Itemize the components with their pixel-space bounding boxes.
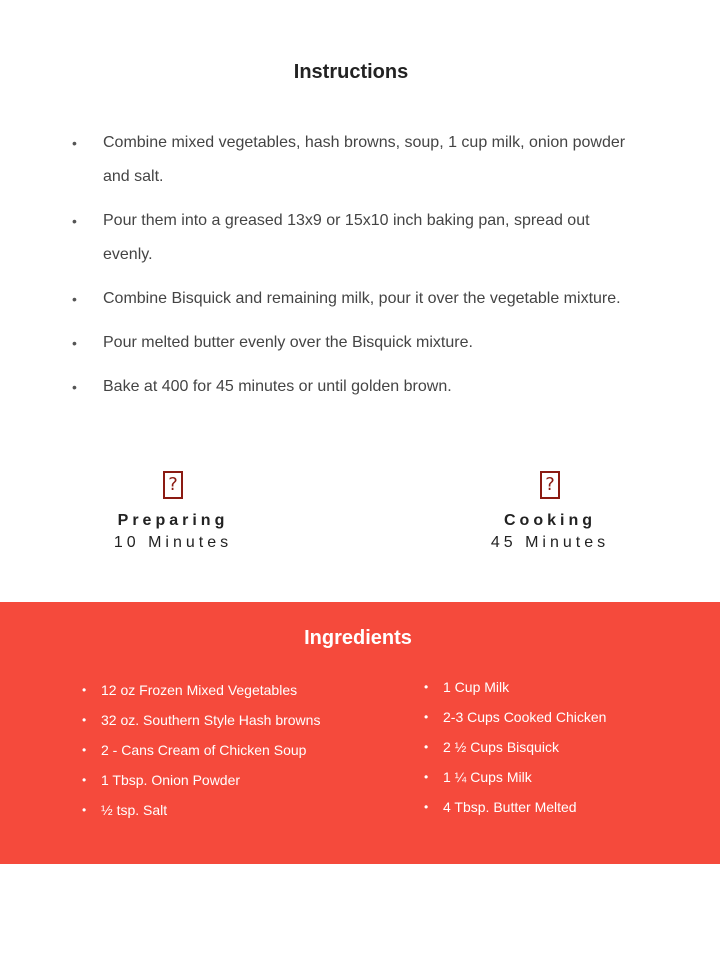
ingredient-item: [424, 792, 606, 822]
bullet-icon: •: [424, 740, 429, 754]
ingredient-text: ½ tsp. Salt: [101, 802, 168, 818]
bullet-icon: •: [424, 800, 429, 814]
ingredient-text: 2 - Cans Cream of Chicken Soup: [101, 742, 307, 758]
ingredient-item: [82, 735, 320, 765]
ingredient-item: [82, 795, 320, 825]
instruction-step: [72, 282, 632, 316]
bullet-icon: •: [82, 773, 87, 787]
missing-image-icon: ?: [540, 471, 560, 499]
bullet-icon: •: [72, 213, 77, 229]
ingredients-list-right: [424, 672, 606, 822]
instruction-step: [72, 204, 632, 272]
bullet-icon: •: [82, 743, 87, 757]
ingredients-title: Ingredients: [304, 627, 412, 649]
instruction-step: [72, 370, 632, 404]
ingredient-item: [424, 732, 606, 762]
ingredient-text: 2-3 Cups Cooked Chicken: [443, 709, 607, 725]
bullet-icon: •: [72, 335, 77, 351]
bullet-icon: •: [424, 680, 429, 694]
bullet-icon: •: [82, 803, 87, 817]
preparing-time: [83, 471, 263, 552]
instruction-text: Bake at 400 for 45 minutes or until golden brown.: [103, 378, 452, 395]
ingredient-item: [82, 705, 320, 735]
ingredient-text: 32 oz. Southern Style Hash browns: [101, 712, 321, 728]
ingredients-list-left: [82, 675, 320, 825]
cooking-time: [460, 471, 640, 552]
ingredient-item: [82, 675, 320, 705]
bullet-icon: •: [72, 291, 77, 307]
ingredient-text: 2 ½ Cups Bisquick: [443, 739, 559, 755]
bullet-icon: •: [82, 683, 87, 697]
ingredient-item: [424, 762, 606, 792]
preparing-label: Preparing: [117, 512, 229, 529]
bullet-icon: •: [424, 710, 429, 724]
bullet-icon: •: [72, 135, 77, 151]
ingredient-text: 4 Tbsp. Butter Melted: [443, 799, 577, 815]
ingredient-item: [82, 765, 320, 795]
missing-image-icon: ?: [163, 471, 183, 499]
ingredients-panel: [0, 602, 720, 864]
ingredient-item: [424, 702, 606, 732]
ingredient-text: 1 ¼ Cups Milk: [443, 769, 532, 785]
instruction-text: Pour melted butter evenly over the Bisquick mixture.: [103, 334, 473, 351]
bullet-icon: •: [424, 770, 429, 784]
instructions-title: Instructions: [293, 61, 409, 83]
cooking-label: Cooking: [504, 512, 596, 529]
ingredient-item: [424, 672, 606, 702]
ingredient-text: 12 oz Frozen Mixed Vegetables: [101, 682, 298, 698]
instruction-text: Combine mixed vegetables, hash browns, soup, 1 cup milk, onion powder and salt.: [103, 134, 626, 185]
instructions-list: [72, 126, 632, 414]
instruction-text: Pour them into a greased 13x9 or 15x10 inch baking pan, spread out evenly.: [103, 212, 590, 263]
ingredient-text: 1 Tbsp. Onion Powder: [101, 772, 241, 788]
ingredient-text: 1 Cup Milk: [443, 679, 510, 695]
bullet-icon: •: [82, 713, 87, 727]
instruction-step: [72, 326, 632, 360]
preparing-value: 10 Minutes: [113, 534, 233, 551]
instruction-step: [72, 126, 632, 194]
instruction-text: Combine Bisquick and remaining milk, pour it over the vegetable mixture.: [103, 290, 621, 307]
bullet-icon: •: [72, 379, 77, 395]
cooking-value: 45 Minutes: [490, 534, 610, 551]
